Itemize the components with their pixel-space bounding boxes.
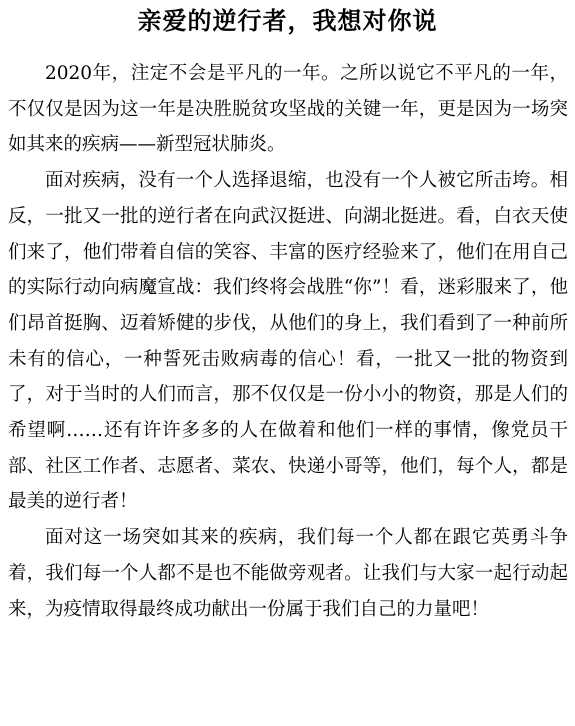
- paragraph-1: 2020年，注定不会是平凡的一年。之所以说它不平凡的一年，不仅仅是因为这一年是决胜脱贫攻坚战的关键一年，更是因为一场突如其来的疾病——新型冠状肺炎。: [8, 63, 568, 156]
- paragraph-3: 面对这一场突如其来的疾病，我们每一个人都在跟它英勇斗争着，我们每一个人都不是也不能做旁观者。让我们与大家一起行动起来，为疫情取得最终成功献出一份属于我们自己的力量吧！: [8, 527, 568, 620]
- document-body: [8, 56, 568, 627]
- page-title: 亲爱的逆行者，我想对你说: [137, 7, 438, 35]
- paragraph-2: 面对疾病，没有一个人选择退缩，也没有一个人被它所击垮。相反，一批又一批的逆行者在向武汉挺进、向湖北挺进。看，白衣天使们来了，他们带着自信的笑容、丰富的医疗经验来了，他们在用自己的实际行动向病魔宣战：我们终将会战胜“你”！看，迷彩服来了，他们昂首挺胸、迈着矫健的步伐，从他们的身上，我们看到了一种前所未有的信心，一种誓死击败病毒的信心！看，一批又一批的物资到了，对于当时的人们而言，那不仅仅是一份小小的物资，那是人们的希望啊……还有许许多多的人在做着和他们一样的事情，像党员干部、社区工作者、志愿者、菜农、快递小哥等，他们，每个人，都是最美的逆行者！: [8, 170, 568, 513]
